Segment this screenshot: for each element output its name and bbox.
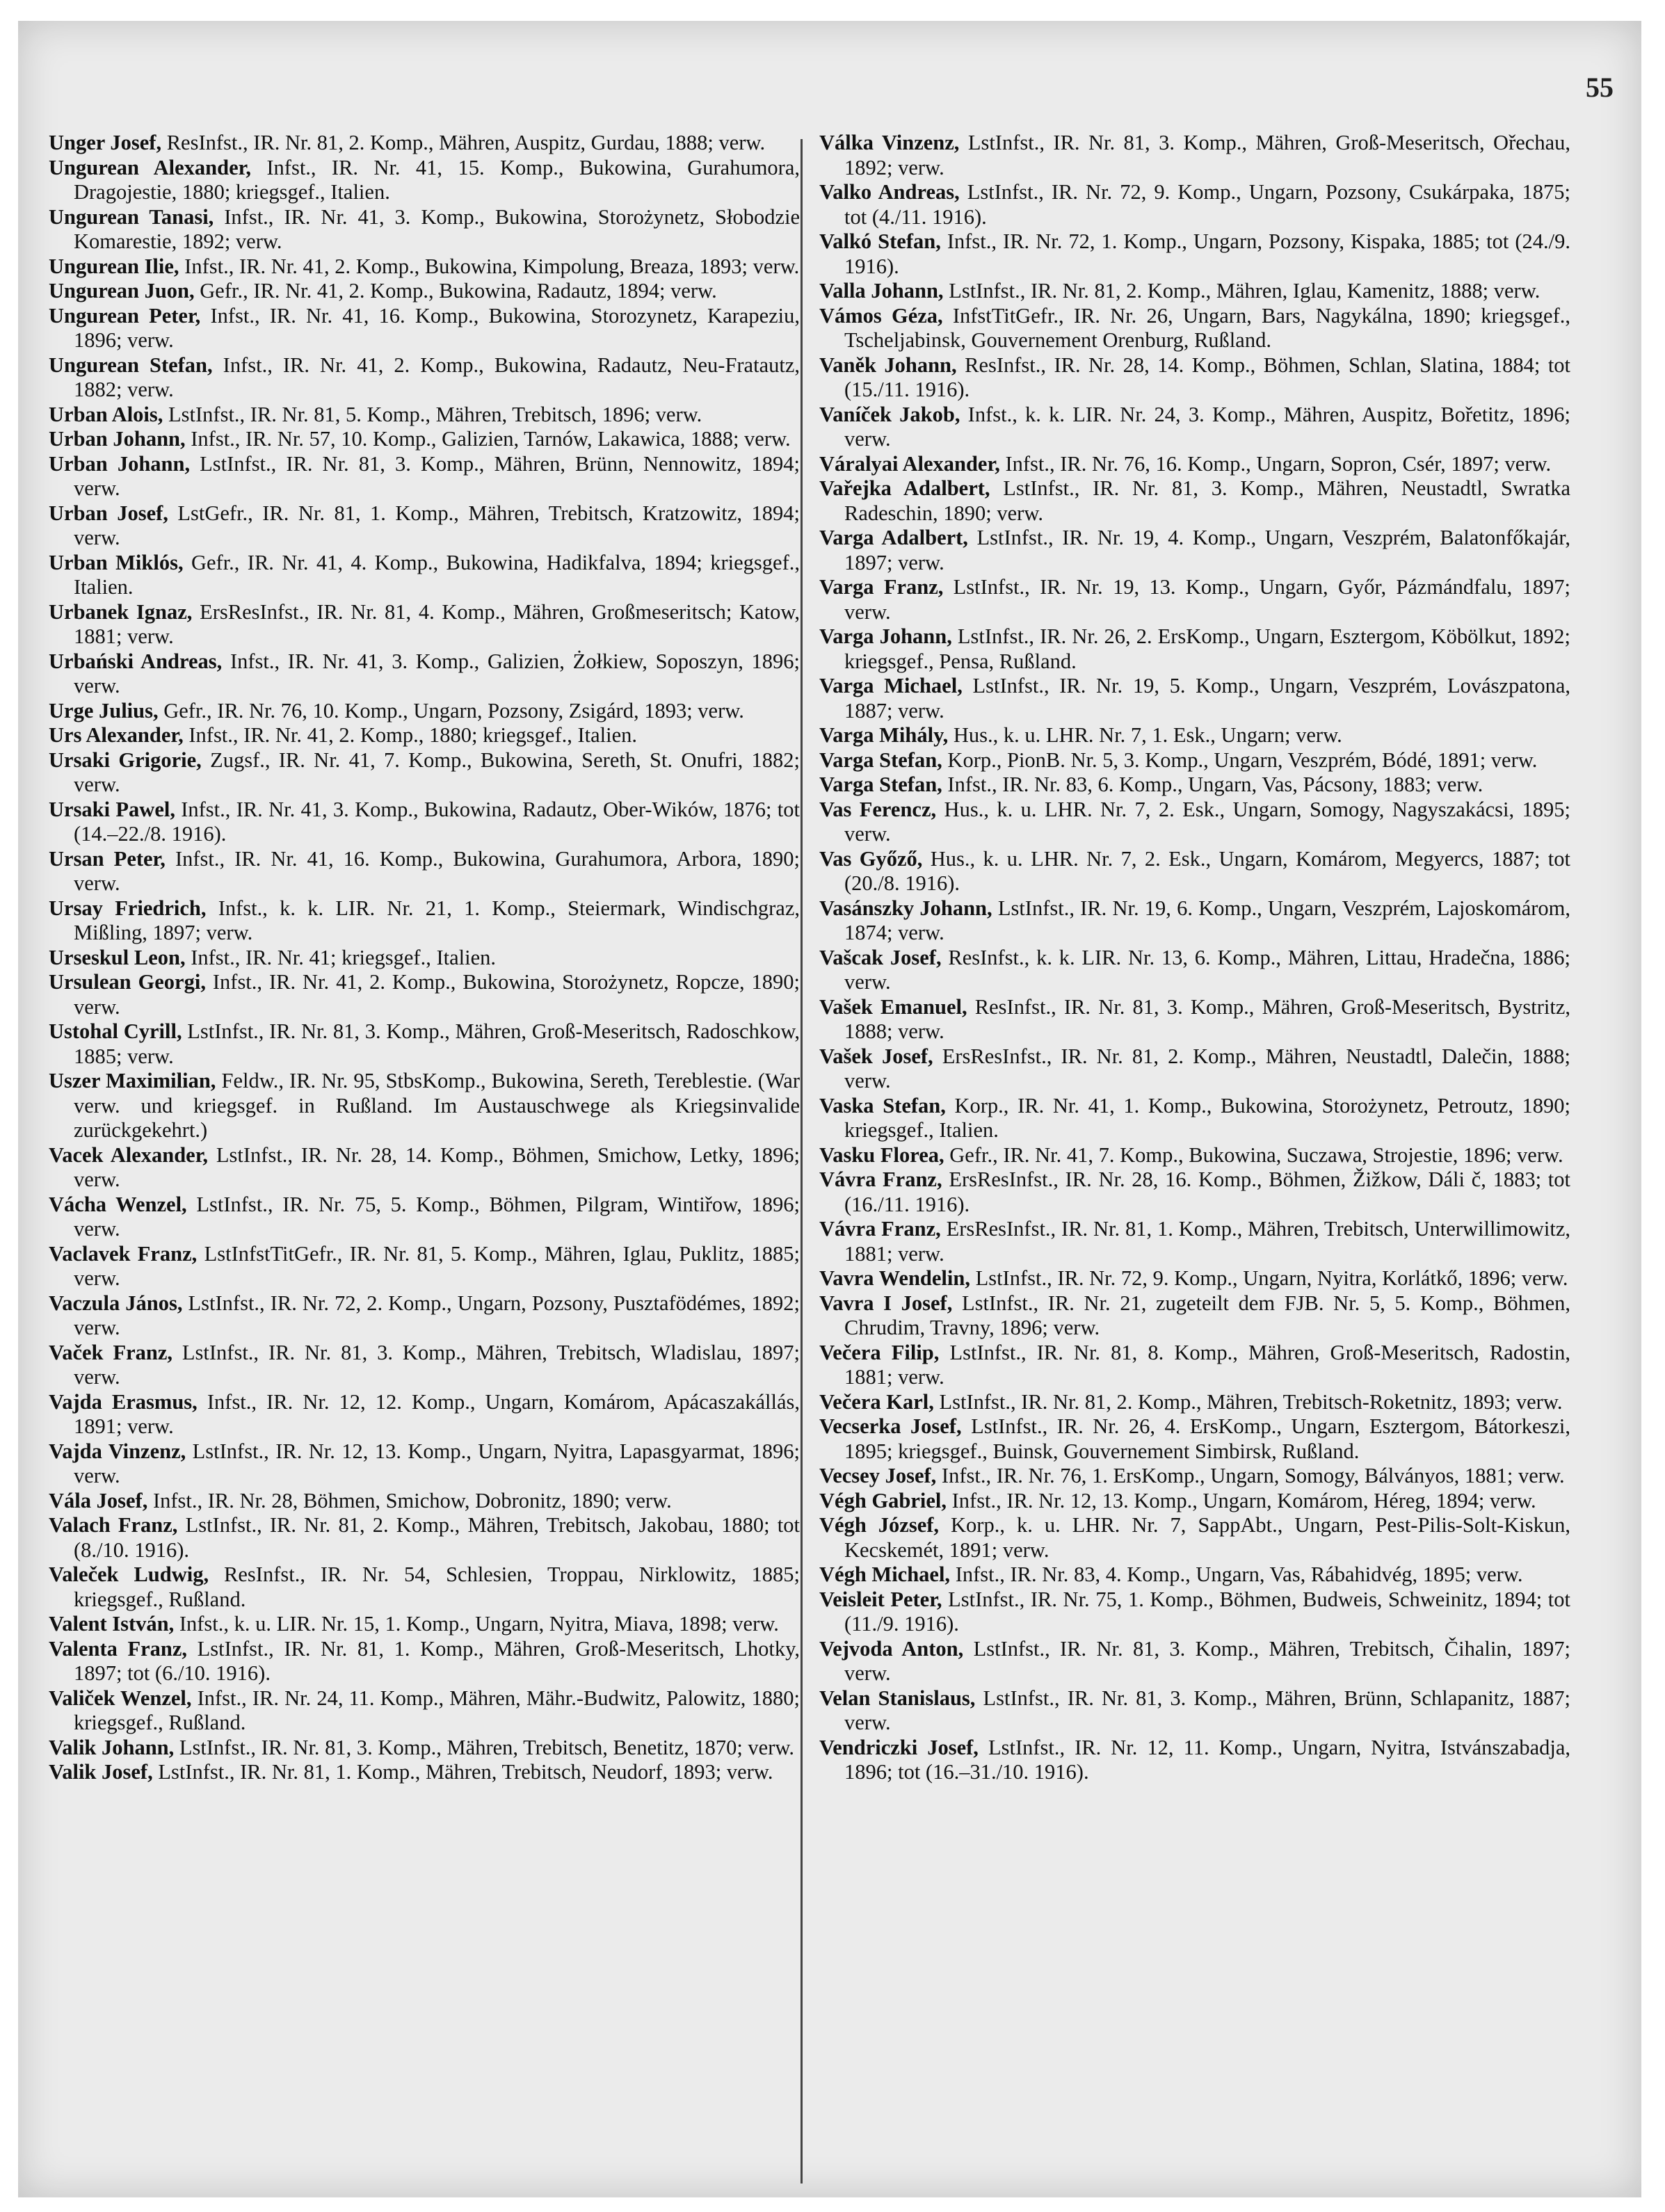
entry-details: Infst., IR. Nr. 76, 1. ErsKomp., Ungarn, Somogy, Bálványos, 1881; verw. — [936, 1464, 1565, 1487]
entry-name: Ungurean Alexander, — [49, 155, 251, 179]
entry-details: LstInfst., IR. Nr. 19, 13. Komp., Ungarn, Győr, Pázmándfalu, 1897; verw. — [844, 575, 1570, 624]
list-item — [49, 1686, 800, 1736]
list-item — [819, 624, 1570, 674]
entry-name: Valenta Franz, — [49, 1636, 188, 1661]
entry-name: Valik Josef, — [49, 1760, 153, 1784]
entry-name: Vecserka Josef, — [819, 1414, 962, 1438]
entry-name: Vaczula János, — [49, 1291, 183, 1315]
list-item — [49, 723, 800, 748]
entry-name: Váralyai Alexander, — [819, 451, 1000, 476]
list-item — [49, 304, 800, 353]
list-item — [49, 970, 800, 1019]
list-item — [49, 946, 800, 971]
entry-details: ErsResInfst., IR. Nr. 81, 1. Komp., Mähren, Trebitsch, Unterwillimowitz, 1881; verw. — [844, 1217, 1570, 1266]
entry-details: ErsResInfst., IR. Nr. 28, 16. Komp., Böhmen, Žižkow, Dáli č, 1883; tot (16./11. 1916). — [844, 1168, 1571, 1216]
entry-name: Ungurean Juon, — [49, 279, 195, 302]
entry-name: Ungurean Peter, — [49, 303, 201, 328]
entry-name: Vávra Franz, — [819, 1168, 942, 1191]
entry-name: Vaska Stefan, — [819, 1093, 946, 1117]
entry-name: Vasku Florea, — [819, 1143, 944, 1167]
list-item — [819, 995, 1570, 1044]
list-item — [819, 847, 1570, 896]
list-item — [49, 1069, 800, 1143]
entry-name: Vavra I Josef, — [819, 1291, 953, 1315]
entry-details: Korp., PionB. Nr. 5, 3. Komp., Ungarn, Veszprém, Bódé, 1891; verw. — [942, 748, 1538, 772]
entry-name: Varga Johann, — [819, 624, 952, 648]
list-item — [819, 279, 1570, 304]
list-item — [49, 1489, 800, 1514]
entry-details: Infst., IR. Nr. 41, 15. Komp., Bukowina, Gurahumora, Dragojestie, 1880; kriegsgef., Italien. — [74, 155, 800, 204]
entry-details: ResInfst., IR. Nr. 81, 3. Komp., Mähren, Groß-Meseritsch, Bystritz, 1888; verw. — [844, 994, 1570, 1043]
entry-details: LstInfst., IR. Nr. 81, 2. Komp., Mähren, Trebitsch, Jakobau, 1880; tot (8./10. 1916). — [74, 1513, 801, 1562]
list-item — [49, 896, 800, 946]
entry-details: LstInfst., IR. Nr. 81, 3. Komp., Mähren, Groß-Meseritsch, Radoschkow, 1885; verw. — [74, 1019, 800, 1068]
entry-name: Unger Josef, — [49, 131, 162, 154]
entry-details: Korp., k. u. LHR. Nr. 7, SappAbt., Ungarn, Pest-Pilis-Solt-Kiskun, Kecskemét, 1891; verw. — [844, 1513, 1570, 1562]
list-item — [819, 1414, 1570, 1464]
entry-details: ErsResInfst., IR. Nr. 81, 4. Komp., Mähren, Großmeseritsch; Katow, 1881; verw. — [74, 599, 801, 648]
entry-details: Infst., IR. Nr. 28, Böhmen, Smichow, Dobronitz, 1890; verw. — [147, 1488, 672, 1512]
entry-details: Zugsf., IR. Nr. 41, 7. Komp., Bukowina, Sereth, St. Onufri, 1882; verw. — [74, 748, 800, 796]
entry-details: Infst., IR. Nr. 41, 3. Komp., Bukowina, Radautz, Ober-Wików, 1876; tot (14.–22./8. 1916). — [74, 797, 800, 846]
entry-name: Valach Franz, — [49, 1513, 178, 1537]
entry-name: Vašek Josef, — [819, 1044, 933, 1068]
entry-name: Vendriczki Josef, — [819, 1735, 979, 1759]
entry-details: LstInfst., IR. Nr. 81, 3. Komp., Mähren, Brünn, Nennowitz, 1894; verw. — [74, 451, 800, 500]
entry-details: LstInfst., IR. Nr. 28, 14. Komp., Böhmen, Smichow, Letky, 1896; verw. — [74, 1143, 800, 1191]
entry-name: Vajda Vinzenz, — [49, 1439, 186, 1463]
entry-details: Infst., IR. Nr. 24, 11. Komp., Mähren, Mähr.-Budwitz, Palowitz, 1880; kriegsgef., Rußland. — [74, 1686, 801, 1734]
entry-name: Valiček Wenzel, — [49, 1686, 192, 1710]
entry-details: LstInfst., IR. Nr. 75, 1. Komp., Böhmen, Budweis, Schweinitz, 1894; tot (11./9. 1916). — [844, 1587, 1570, 1636]
entry-details: LstInfst., IR. Nr. 81, 3. Komp., Mähren, Brünn, Schlapanitz, 1887; verw. — [844, 1686, 1570, 1734]
list-item — [819, 180, 1570, 229]
entry-name: Vávra Franz, — [819, 1217, 941, 1241]
entry-name: Valent István, — [49, 1612, 175, 1636]
list-item — [49, 1513, 800, 1563]
list-item — [49, 1439, 800, 1489]
list-item — [49, 1637, 800, 1686]
entry-details: LstInfst., IR. Nr. 72, 9. Komp., Ungarn, Nyitra, Korlátkő, 1896; verw. — [970, 1266, 1568, 1290]
entry-name: Veisleit Peter, — [819, 1587, 942, 1611]
entry-details: LstInfstTitGefr., IR. Nr. 81, 5. Komp., Mähren, Iglau, Puklitz, 1885; verw. — [74, 1241, 800, 1290]
entry-name: Ursulean Georgi, — [49, 970, 206, 994]
list-item — [49, 1193, 800, 1242]
entry-details: LstInfst., IR. Nr. 81, 1. Komp., Mähren, Trebitsch, Neudorf, 1893; verw. — [152, 1760, 773, 1784]
entry-name: Valeček Ludwig, — [49, 1563, 209, 1586]
list-item — [819, 1489, 1570, 1514]
list-item — [49, 1341, 800, 1390]
entry-details: Infst., IR. Nr. 41, 16. Komp., Bukowina, Storozynetz, Karapeziu, 1896; verw. — [74, 303, 800, 352]
list-item — [819, 1094, 1570, 1143]
list-item — [819, 1686, 1570, 1736]
list-item — [49, 798, 800, 847]
entry-details: LstInfst., IR. Nr. 81, 2. Komp., Mähren, Trebitsch-Roketnitz, 1893; verw. — [933, 1389, 1563, 1414]
entry-details: LstInfst., IR. Nr. 26, 4. ErsKomp., Ungarn, Esztergom, Bátorkeszi, 1895; kriegsgef., Buinsk, Gouvernement Simbirsk, Rußland. — [844, 1414, 1570, 1463]
entry-name: Vavra Wendelin, — [819, 1266, 970, 1290]
entry-name: Večera Karl, — [819, 1389, 934, 1414]
entry-name: Uszer Maximilian, — [49, 1069, 216, 1092]
entry-details: Infst., k. k. LIR. Nr. 24, 3. Komp., Mähren, Auspitz, Bořetitz, 1896; verw. — [844, 402, 1570, 451]
entry-details: Infst., IR. Nr. 41; kriegsgef., Italien. — [185, 945, 496, 969]
list-item — [819, 946, 1570, 995]
entry-name: Urban Miklós, — [49, 550, 184, 574]
entry-details: LstInfst., IR. Nr. 75, 5. Komp., Böhmen, Pilgram, Wintiřow, 1896; verw. — [74, 1192, 800, 1241]
entry-details: Gefr., IR. Nr. 41, 2. Komp., Bukowina, Radautz, 1894; verw. — [194, 279, 717, 302]
list-item — [49, 452, 800, 501]
list-item — [49, 1390, 800, 1439]
entry-details: LstInfst., IR. Nr. 81, 5. Komp., Mähren, Trebitsch, 1896; verw. — [163, 402, 702, 426]
entry-details: Infst., IR. Nr. 12, 13. Komp., Ungarn, Komárom, Héreg, 1894; verw. — [947, 1488, 1536, 1512]
entry-name: Vála Josef, — [49, 1488, 148, 1512]
entry-details: LstInfst., IR. Nr. 19, 5. Komp., Ungarn, Veszprém, Lovászpatona, 1887; verw. — [844, 674, 1570, 722]
entry-details: LstInfst., IR. Nr. 81, 3. Komp., Mähren, Trebitsch, Benetitz, 1870; verw. — [174, 1735, 795, 1759]
list-item — [49, 1612, 800, 1637]
list-item — [819, 1341, 1570, 1390]
list-item — [49, 279, 800, 304]
entry-name: Végh Michael, — [819, 1563, 951, 1586]
entry-details: Infst., IR. Nr. 41, 2. Komp., Bukowina, Radautz, Neu-Fratautz, 1882; verw. — [74, 353, 800, 401]
entry-details: Gefr., IR. Nr. 76, 10. Komp., Ungarn, Pozsony, Zsigárd, 1893; verw. — [158, 698, 744, 722]
entry-name: Vařejka Adalbert, — [819, 476, 990, 500]
list-item — [49, 1760, 800, 1785]
entry-name: Valla Johann, — [819, 279, 944, 302]
entry-name: Varga Franz, — [819, 575, 944, 599]
entry-name: Válka Vinzenz, — [819, 131, 960, 154]
list-item — [49, 847, 800, 896]
entry-details: Infst., IR. Nr. 41, 2. Komp., 1880; kriegsgef., Italien. — [183, 723, 638, 747]
entry-name: Ursaki Grigorie, — [49, 748, 202, 772]
entry-name: Urban Alois, — [49, 402, 163, 426]
entry-name: Urge Julius, — [49, 698, 159, 722]
entry-details: Korp., IR. Nr. 41, 1. Komp., Bukowina, Storożynetz, Petroutz, 1890; kriegsgef., Italien. — [844, 1093, 1570, 1142]
entry-details: ResInfst., IR. Nr. 81, 2. Komp., Mähren, Auspitz, Gurdau, 1888; verw. — [161, 131, 766, 154]
list-item — [49, 353, 800, 403]
list-item — [49, 1143, 800, 1193]
entry-name: Vaněk Johann, — [819, 353, 957, 377]
list-item — [49, 255, 800, 280]
entry-name: Urbański Andreas, — [49, 649, 223, 673]
entry-details: ResInfst., k. k. LIR. Nr. 13, 6. Komp., Mähren, Littau, Hradečna, 1886; verw. — [844, 945, 1570, 994]
document-page — [18, 21, 1641, 2197]
entry-details: Hus., k. u. LHR. Nr. 7, 1. Esk., Ungarn; verw. — [948, 723, 1342, 747]
entry-name: Vámos Géza, — [819, 303, 943, 328]
right-column — [819, 131, 1570, 1785]
entry-name: Vasánszky Johann, — [819, 896, 992, 920]
entry-details: Infst., IR. Nr. 83, 6. Komp., Ungarn, Vas, Pácsony, 1883; verw. — [942, 773, 1483, 796]
entry-details: Hus., k. u. LHR. Nr. 7, 2. Esk., Ungarn, Komárom, Megyercs, 1887; tot (20./8. 1916). — [844, 846, 1570, 895]
list-item — [819, 229, 1570, 279]
entry-details: Infst., k. u. LIR. Nr. 15, 1. Komp., Ungarn, Nyitra, Miava, 1898; verw. — [174, 1612, 779, 1636]
entry-name: Varga Stefan, — [819, 748, 942, 772]
list-item — [49, 1563, 800, 1612]
entry-details: Infst., IR. Nr. 57, 10. Komp., Galizien, Tarnów, Lakawica, 1888; verw. — [185, 427, 791, 451]
entry-name: Vas Ferencz, — [819, 797, 937, 821]
list-item — [819, 773, 1570, 798]
list-item — [819, 1464, 1570, 1489]
entry-details: Infst., IR. Nr. 41, 3. Komp., Galizien, Żołkiew, Soposzyn, 1896; verw. — [74, 649, 800, 697]
entry-name: Valkó Stefan, — [819, 229, 941, 253]
entry-name: Vašek Emanuel, — [819, 994, 967, 1019]
list-item — [49, 427, 800, 452]
entry-name: Vaníček Jakob, — [819, 402, 960, 426]
list-item — [49, 1736, 800, 1761]
entry-details: Infst., IR. Nr. 41, 16. Komp., Bukowina, Gurahumora, Arbora, 1890; verw. — [74, 846, 801, 895]
entry-details: LstInfst., IR. Nr. 12, 11. Komp., Ungarn, Nyitra, Istvánszabadja, 1896; tot (16.–31./10. 1916). — [844, 1735, 1570, 1784]
entry-details: Hus., k. u. LHR. Nr. 7, 2. Esk., Ungarn, Somogy, Nagyszakácsi, 1895; verw. — [844, 797, 1570, 846]
entry-name: Ursaki Pawel, — [49, 797, 175, 821]
entry-name: Varga Adalbert, — [819, 526, 968, 549]
entry-details: LstInfst., IR. Nr. 81, 3. Komp., Mähren, Neustadtl, Swratka Radeschin, 1890; verw. — [844, 476, 1570, 525]
entry-name: Vecsey Josef, — [819, 1464, 937, 1487]
entry-details: LstInfst., IR. Nr. 81, 8. Komp., Mähren, Groß-Meseritsch, Radostin, 1881; verw. — [844, 1340, 1571, 1389]
entry-name: Ungurean Tanasi, — [49, 204, 214, 229]
list-item — [819, 452, 1570, 477]
list-item — [49, 403, 800, 428]
entry-name: Vas Győző, — [819, 846, 923, 871]
list-item — [819, 1044, 1570, 1094]
entry-name: Urban Johann, — [49, 451, 191, 476]
list-item — [49, 156, 800, 205]
entry-name: Urbanek Ignaz, — [49, 599, 193, 624]
list-item — [49, 649, 800, 699]
list-item — [819, 748, 1570, 773]
list-item — [819, 1588, 1570, 1637]
list-item — [49, 131, 800, 156]
entry-name: Ungurean Stefan, — [49, 353, 213, 377]
entry-name: Vácha Wenzel, — [49, 1192, 187, 1216]
entry-details: Feldw., IR. Nr. 95, StbsKomp., Bukowina, Sereth, Tereblestie. (War verw. und kriegsgef. in Rußland. Im Austauschwege als Kriegsinvalide zurückgekehrt.) — [74, 1069, 800, 1142]
entry-name: Varga Stefan, — [819, 773, 942, 796]
entry-name: Urs Alexander, — [49, 723, 184, 747]
entry-details: LstInfst., IR. Nr. 19, 4. Komp., Ungarn, Veszprém, Balatonfőkajár, 1897; verw. — [844, 526, 1570, 574]
entry-name: Ursan Peter, — [49, 846, 166, 871]
list-item — [819, 526, 1570, 575]
left-column — [49, 131, 800, 1785]
list-item — [819, 403, 1570, 452]
list-item — [819, 1168, 1570, 1217]
entry-details: LstInfst., IR. Nr. 81, 3. Komp., Mähren, Groß-Meseritsch, Ořechau, 1892; verw. — [844, 131, 1570, 179]
entry-details: Infst., IR. Nr. 12, 12. Komp., Ungarn, Komárom, Apácaszakállás, 1891; verw. — [74, 1389, 800, 1438]
entry-name: Vacek Alexander, — [49, 1143, 209, 1167]
entry-details: ResInfst., IR. Nr. 54, Schlesien, Troppau, Nirklowitz, 1885; kriegsgef., Rußland. — [74, 1563, 800, 1611]
entry-details: Infst., IR. Nr. 41, 3. Komp., Bukowina, Storożynetz, Słobodzie Komarestie, 1892; verw. — [74, 204, 800, 253]
entry-name: Urseskul Leon, — [49, 945, 186, 969]
entry-details: LstInfst., IR. Nr. 81, 3. Komp., Mähren, Trebitsch, Čihalin, 1897; verw. — [844, 1636, 1570, 1685]
list-item — [49, 1019, 800, 1069]
list-item — [819, 723, 1570, 748]
entry-details: LstInfst., IR. Nr. 19, 6. Komp., Ungarn, Veszprém, Lajoskomárom, 1874; verw. — [844, 896, 1570, 944]
entry-details: ErsResInfst., IR. Nr. 81, 2. Komp., Mähren, Neustadtl, Dalečin, 1888; verw. — [844, 1044, 1570, 1092]
list-item — [819, 1563, 1570, 1588]
list-item — [49, 699, 800, 724]
entry-name: Ustohal Cyrill, — [49, 1019, 182, 1043]
entry-name: Velan Stanislaus, — [819, 1686, 976, 1710]
list-item — [819, 896, 1570, 946]
entry-details: LstInfst., IR. Nr. 81, 3. Komp., Mähren, Trebitsch, Wladislau, 1897; verw. — [74, 1340, 800, 1389]
list-item — [49, 600, 800, 649]
list-item — [819, 304, 1570, 353]
entry-details: Infst., IR. Nr. 83, 4. Komp., Ungarn, Vas, Rábahidvég, 1895; verw. — [950, 1563, 1523, 1586]
list-item — [49, 501, 800, 551]
page-number: 55 — [1586, 72, 1614, 103]
entry-details: ResInfst., IR. Nr. 28, 14. Komp., Böhmen, Schlan, Slatina, 1884; tot (15./11. 1916). — [844, 353, 1571, 401]
list-item — [49, 1242, 800, 1291]
entry-name: Vaček Franz, — [49, 1340, 172, 1364]
entry-name: Ursay Friedrich, — [49, 896, 207, 920]
entry-details: Infst., IR. Nr. 41, 2. Komp., Bukowina, Storożynetz, Ropcze, 1890; verw. — [74, 970, 800, 1019]
list-item — [49, 205, 800, 255]
entry-details: Infst., k. k. LIR. Nr. 21, 1. Komp., Steiermark, Windischgraz, Mißling, 1897; verw. — [74, 896, 800, 944]
entry-details: InfstTitGefr., IR. Nr. 26, Ungarn, Bars, Nagykálna, 1890; kriegsgef., Tscheljabinsk, Gouvernement Orenburg, Rußland. — [844, 303, 1570, 352]
list-item — [819, 353, 1570, 403]
list-item — [819, 1143, 1570, 1168]
entry-details: Infst., IR. Nr. 72, 1. Komp., Ungarn, Pozsony, Kispaka, 1885; tot (24./9. 1916). — [844, 229, 1570, 278]
list-item — [819, 1291, 1570, 1341]
list-item — [819, 575, 1570, 624]
entry-name: Valik Johann, — [49, 1735, 175, 1759]
list-item — [819, 798, 1570, 847]
entry-details: LstInfst., IR. Nr. 12, 13. Komp., Ungarn, Nyitra, Lapasgyarmat, 1896; verw. — [74, 1439, 801, 1487]
list-item — [819, 1266, 1570, 1291]
entry-name: Vajda Erasmus, — [49, 1389, 198, 1414]
list-item — [49, 748, 800, 798]
list-item — [819, 131, 1570, 180]
entry-details: LstInfst., IR. Nr. 81, 2. Komp., Mähren, Iglau, Kamenitz, 1888; verw. — [943, 279, 1541, 302]
entry-name: Varga Michael, — [819, 674, 963, 697]
list-item — [819, 1390, 1570, 1415]
entry-name: Végh József, — [819, 1513, 940, 1537]
list-item — [819, 1736, 1570, 1785]
column-divider — [801, 139, 803, 2183]
list-item — [49, 551, 800, 600]
entry-name: Vašcak Josef, — [819, 945, 942, 969]
entry-details: LstInfst., IR. Nr. 26, 2. ErsKomp., Ungarn, Esztergom, Köbölkut, 1892; kriegsgef., Pensa, Rußland. — [844, 624, 1570, 673]
entry-details: LstInfst., IR. Nr. 81, 1. Komp., Mähren, Groß-Meseritsch, Lhotky, 1897; tot (6./10. 1916). — [74, 1636, 800, 1685]
entry-name: Večera Filip, — [819, 1340, 940, 1364]
entry-name: Valko Andreas, — [819, 180, 960, 204]
entry-name: Ungurean Ilie, — [49, 254, 179, 278]
entry-name: Urban Josef, — [49, 501, 168, 525]
list-item — [49, 1291, 800, 1341]
entry-name: Vejvoda Anton, — [819, 1636, 964, 1661]
list-item — [819, 1217, 1570, 1266]
entry-details: Gefr., IR. Nr. 41, 7. Komp., Bukowina, Suczawa, Strojestie, 1896; verw. — [944, 1143, 1563, 1167]
list-item — [819, 1513, 1570, 1563]
list-item — [819, 674, 1570, 723]
list-item — [819, 476, 1570, 526]
entry-details: LstInfst., IR. Nr. 72, 2. Komp., Ungarn, Pozsony, Pusztafödémes, 1892; verw. — [74, 1291, 800, 1339]
entry-name: Vaclavek Franz, — [49, 1241, 198, 1266]
entry-name: Urban Johann, — [49, 427, 186, 451]
entry-details: LstGefr., IR. Nr. 81, 1. Komp., Mähren, Trebitsch, Kratzowitz, 1894; verw. — [74, 501, 800, 549]
entry-details: Infst., IR. Nr. 76, 16. Komp., Ungarn, Sopron, Csér, 1897; verw. — [999, 451, 1552, 476]
entry-details: LstInfst., IR. Nr. 72, 9. Komp., Ungarn, Pozsony, Csukárpaka, 1875; tot (4./11. 1916). — [844, 180, 1571, 229]
entry-name: Varga Mihály, — [819, 723, 949, 747]
entry-details: LstInfst., IR. Nr. 21, zugeteilt dem FJB. Nr. 5, 5. Komp., Böhmen, Chrudim, Travny, 1896; verw. — [844, 1291, 1570, 1339]
entry-name: Végh Gabriel, — [819, 1488, 947, 1512]
list-item — [819, 1637, 1570, 1686]
entry-details: Infst., IR. Nr. 41, 2. Komp., Bukowina, Kimpolung, Breaza, 1893; verw. — [179, 254, 800, 278]
entry-details: Gefr., IR. Nr. 41, 4. Komp., Bukowina, Hadikfalva, 1894; kriegsgef., Italien. — [74, 550, 800, 599]
